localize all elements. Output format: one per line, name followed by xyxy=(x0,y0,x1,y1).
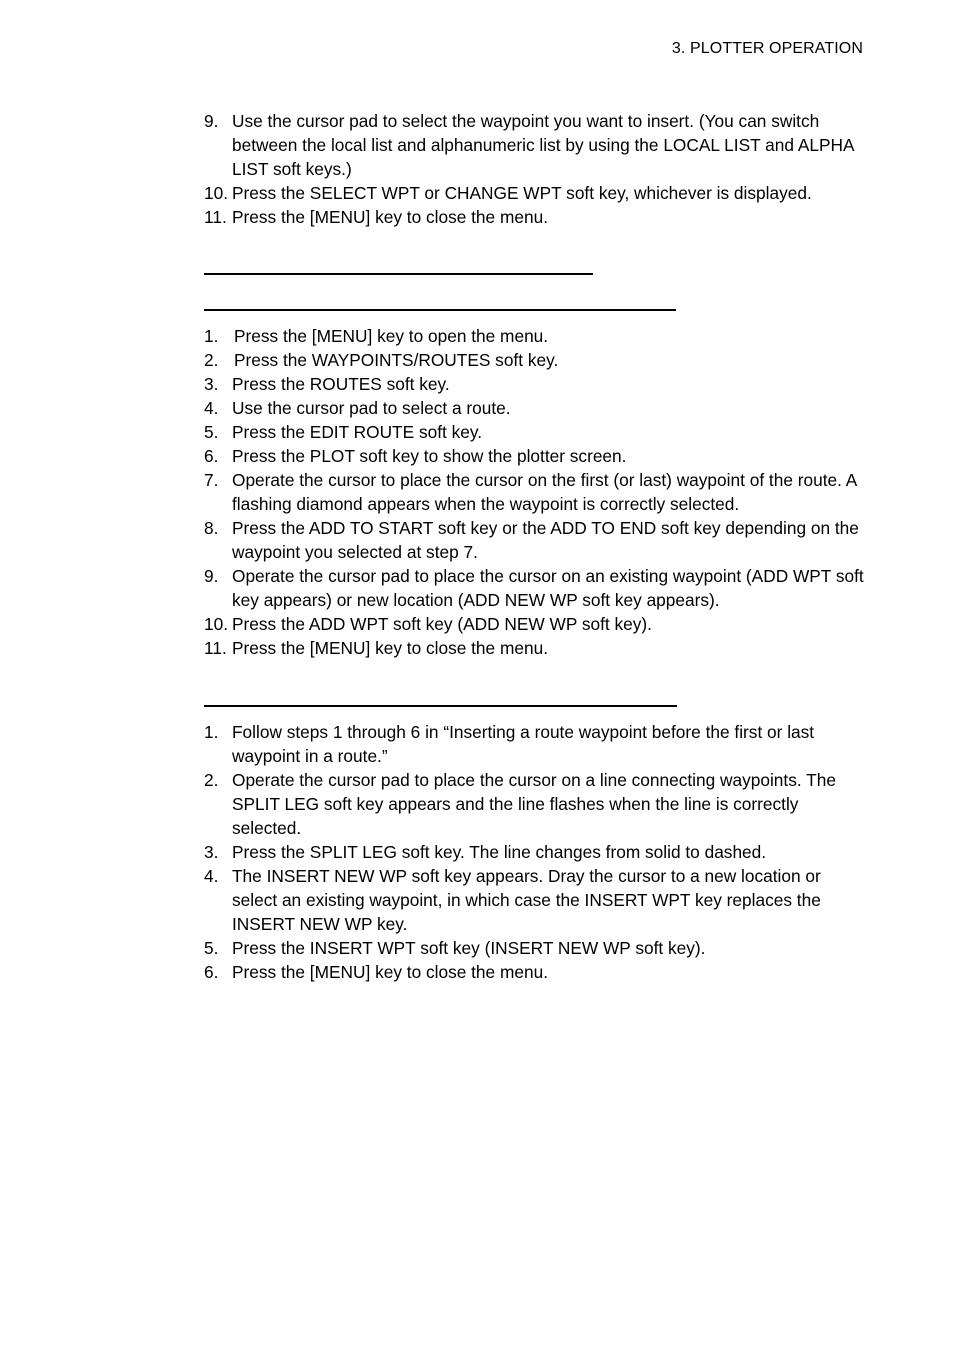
list-item xyxy=(204,396,868,420)
step-text: Press the ADD TO START soft key or the ADD TO END soft key depending on the waypoint you selected at step 7. xyxy=(232,518,859,562)
list-item xyxy=(204,612,868,636)
list-item xyxy=(204,324,868,348)
step-text: Use the cursor pad to select the waypoint you want to insert. (You can switch between the local list and alphanumeric list by using the LOCAL LIST and ALPHA LIST soft keys.) xyxy=(232,111,854,179)
list-item xyxy=(204,936,868,960)
list-item xyxy=(204,768,868,840)
step-number: 6. xyxy=(204,962,219,982)
list-item xyxy=(204,372,868,396)
step-number: 2. xyxy=(204,770,219,790)
step-text: Press the SELECT WPT or CHANGE WPT soft key, whichever is displayed. xyxy=(232,183,812,203)
step-text: Press the SPLIT LEG soft key. The line changes from solid to dashed. xyxy=(232,842,767,862)
step-number: 3. xyxy=(204,842,219,862)
insert-waypoint-between-steps xyxy=(204,720,868,984)
list-item xyxy=(204,420,868,444)
step-number: 4. xyxy=(204,398,219,418)
step-text: Follow steps 1 through 6 in “Inserting a route waypoint before the first or last waypoint in a route.” xyxy=(232,722,815,766)
step-number: 9. xyxy=(204,111,219,131)
step-number: 10. xyxy=(204,614,229,634)
step-text: Press the EDIT ROUTE soft key. xyxy=(232,422,483,442)
step-text: Press the ROUTES soft key. xyxy=(232,374,450,394)
step-number: 5. xyxy=(204,422,219,442)
list-item xyxy=(204,444,868,468)
subsection-heading-rule xyxy=(204,309,676,311)
list-item xyxy=(204,840,868,864)
list-item xyxy=(204,348,868,372)
subsection-heading-rule xyxy=(204,705,677,707)
step-text: Press the PLOT soft key to show the plotter screen. xyxy=(232,446,627,466)
step-number: 5. xyxy=(204,938,219,958)
list-item xyxy=(204,720,868,768)
step-text: Press the INSERT WPT soft key (INSERT NEW WP soft key). xyxy=(232,938,706,958)
list-item xyxy=(204,636,868,660)
insert-waypoint-steps-end xyxy=(204,109,868,229)
list-item xyxy=(204,960,868,984)
step-text: Press the [MENU] key to open the menu. xyxy=(234,326,549,346)
step-number: 2. xyxy=(204,350,219,370)
step-text: Press the WAYPOINTS/ROUTES soft key. xyxy=(234,350,559,370)
step-text: Press the ADD WPT soft key (ADD NEW WP soft key). xyxy=(232,614,652,634)
step-text: Press the [MENU] key to close the menu. xyxy=(232,962,548,982)
step-number: 11. xyxy=(204,207,227,227)
step-number: 8. xyxy=(204,518,219,538)
list-item xyxy=(204,181,868,205)
step-text: Operate the cursor pad to place the cursor on an existing waypoint (ADD WPT soft key appears) or new location (ADD NEW WP soft key appears). xyxy=(232,566,864,610)
step-number: 3. xyxy=(204,374,219,394)
list-item xyxy=(204,864,868,936)
step-number: 7. xyxy=(204,470,219,490)
step-number: 6. xyxy=(204,446,219,466)
running-header: 3. PLOTTER OPERATION xyxy=(671,40,863,57)
step-text: Use the cursor pad to select a route. xyxy=(232,398,511,418)
step-number: 10. xyxy=(204,183,229,203)
list-item xyxy=(204,205,868,229)
step-number: 1. xyxy=(204,326,219,346)
step-text: Operate the cursor to place the cursor on the first (or last) waypoint of the route. A flashing diamond appears when the waypoint is correctly selected. xyxy=(232,470,857,514)
step-text: Press the [MENU] key to close the menu. xyxy=(232,207,548,227)
step-number: 9. xyxy=(204,566,219,586)
step-number: 4. xyxy=(204,866,219,886)
step-number: 1. xyxy=(204,722,219,742)
list-item xyxy=(204,564,868,612)
step-text: The INSERT NEW WP soft key appears. Dray the cursor to a new location or select an existing waypoint, in which case the INSERT WPT key replaces the INSERT NEW WP key. xyxy=(232,866,821,934)
step-number: 11. xyxy=(204,638,227,658)
step-text: Press the [MENU] key to close the menu. xyxy=(232,638,548,658)
section-heading-rule xyxy=(204,273,593,275)
list-item xyxy=(204,516,868,564)
add-waypoint-steps xyxy=(204,324,868,660)
list-item xyxy=(204,109,868,181)
step-text: Operate the cursor pad to place the cursor on a line connecting waypoints. The SPLIT LEG soft key appears and the line flashes when the line is correctly selected. xyxy=(232,770,836,838)
list-item xyxy=(204,468,868,516)
